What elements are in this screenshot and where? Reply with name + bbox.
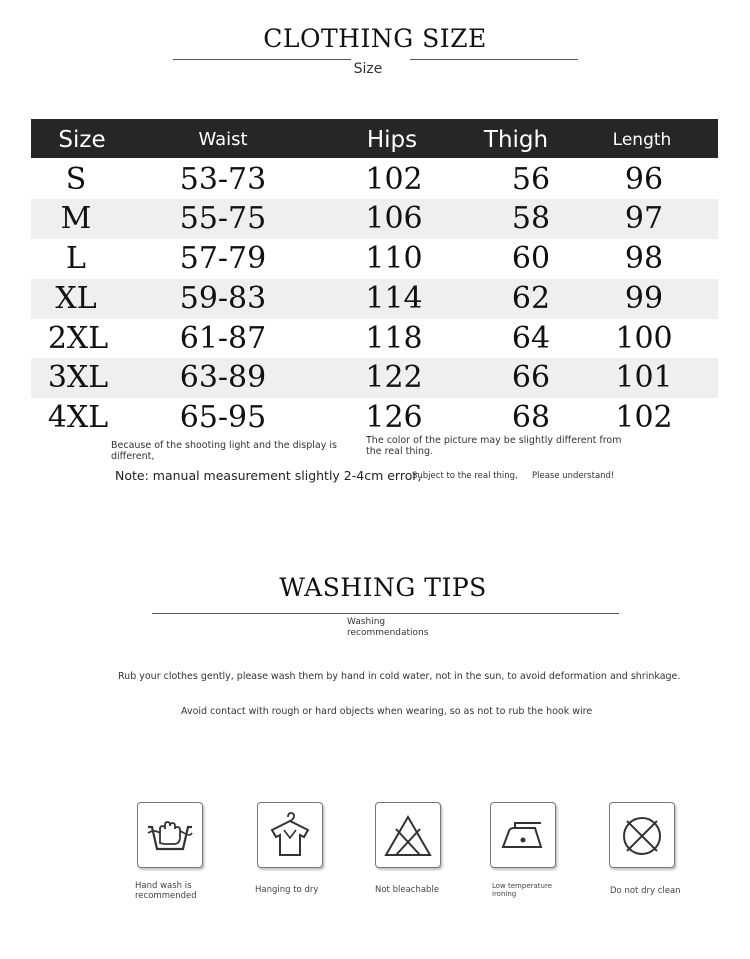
icon-caption-no-bleach: Not bleachable — [375, 885, 440, 895]
washing-title: WASHING TIPS — [279, 573, 487, 602]
cell-length: 98 — [624, 241, 664, 276]
cell-hips: 118 — [365, 321, 423, 356]
icon-caption-hand-wash: Hand wash is recommended — [135, 881, 197, 901]
cell-hips: 114 — [365, 281, 423, 316]
measurement-note-2: Subject to the real thing, — [412, 471, 518, 481]
cell-waist: 65-95 — [179, 400, 267, 435]
cell-thigh: 64 — [511, 321, 551, 356]
icon-caption-low-iron: Low temperature ironing — [492, 882, 553, 898]
cell-length: 97 — [624, 201, 664, 236]
cell-hips: 106 — [365, 201, 423, 236]
cell-thigh: 56 — [511, 162, 551, 197]
cell-waist: 55-75 — [179, 201, 267, 236]
title-rule-left — [173, 59, 351, 60]
hang-dry-icon — [257, 802, 323, 868]
cell-size: XL — [55, 281, 97, 316]
cell-size: S — [65, 162, 87, 197]
cell-thigh: 68 — [511, 400, 551, 435]
title-rule-right — [410, 59, 578, 60]
measurement-note: Note: manual measurement slightly 2-4cm error, — [115, 468, 422, 483]
cell-waist: 59-83 — [179, 281, 267, 316]
cell-hips: 102 — [365, 162, 423, 197]
cell-thigh: 66 — [511, 360, 551, 395]
header-length: Length — [612, 130, 672, 150]
cell-size: 3XL — [47, 360, 109, 395]
cell-length: 102 — [615, 400, 673, 435]
header-waist: Waist — [198, 129, 248, 150]
cell-waist: 63-89 — [179, 360, 267, 395]
cell-size: M — [60, 201, 92, 236]
cell-hips: 126 — [365, 400, 423, 435]
washing-rule — [152, 613, 619, 614]
header-hips: Hips — [366, 127, 418, 153]
icon-caption-no-dry-clean: Do not dry clean — [610, 886, 681, 896]
cell-thigh: 58 — [511, 201, 551, 236]
page-title: CLOTHING SIZE — [263, 24, 487, 53]
header-size: Size — [58, 127, 106, 153]
cell-thigh: 60 — [511, 241, 551, 276]
measurement-note-3: Please understand! — [532, 471, 615, 481]
cell-hips: 110 — [365, 241, 423, 276]
cell-length: 101 — [615, 360, 673, 395]
no-bleach-icon — [375, 802, 441, 868]
washing-paragraph-2: Avoid contact with rough or hard objects when wearing, so as not to rub the hook wire — [181, 706, 593, 717]
cell-size: L — [66, 241, 86, 276]
cell-length: 100 — [615, 321, 673, 356]
cell-size: 2XL — [47, 321, 109, 356]
cell-waist: 61-87 — [179, 321, 267, 356]
cell-waist: 57-79 — [179, 241, 267, 276]
icon-caption-hang-dry: Hanging to dry — [255, 885, 319, 895]
cell-waist: 53-73 — [179, 162, 267, 197]
disclaimer-left: Because of the shooting light and the display is different, — [111, 440, 337, 462]
header-thigh: Thigh — [483, 127, 549, 153]
cell-thigh: 62 — [511, 281, 551, 316]
no-dry-clean-icon — [609, 802, 675, 868]
hand-wash-icon — [137, 802, 203, 868]
cell-length: 96 — [624, 162, 664, 197]
washing-paragraph-1: Rub your clothes gently, please wash them by hand in cold water, not in the sun, to avoid deformation and shrinkage. — [118, 671, 681, 682]
cell-size: 4XL — [47, 400, 109, 435]
cell-length: 99 — [624, 281, 664, 316]
disclaimer-right: The color of the picture may be slightly different from the real thing. — [366, 435, 622, 457]
washing-subtitle: Washing recommendations — [347, 617, 429, 638]
cell-hips: 122 — [365, 360, 423, 395]
low-iron-icon — [490, 802, 556, 868]
page-subtitle: Size — [353, 61, 383, 77]
